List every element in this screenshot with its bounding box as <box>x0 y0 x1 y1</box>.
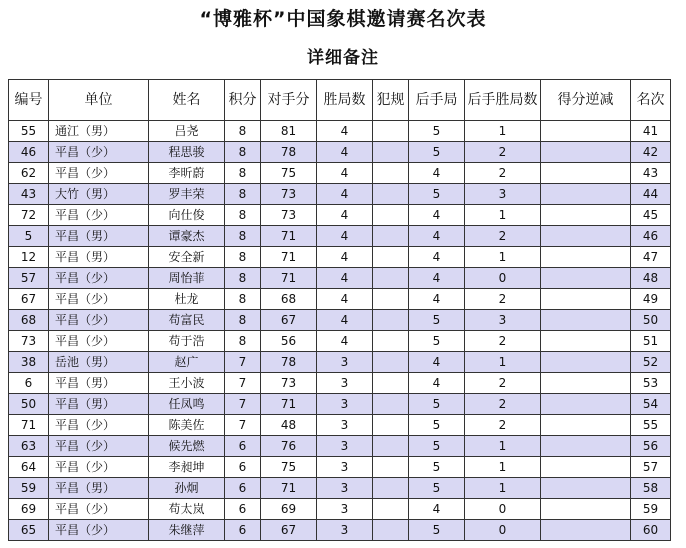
cell-id: 68 <box>9 310 49 331</box>
cell-rank: 42 <box>631 142 671 163</box>
cell-rank: 41 <box>631 121 671 142</box>
cell-fouls <box>373 499 409 520</box>
ranking-table <box>8 79 671 541</box>
cell-second-games: 4 <box>409 163 465 184</box>
table-row <box>9 415 671 436</box>
cell-wins: 3 <box>317 394 373 415</box>
cell-wins: 3 <box>317 499 373 520</box>
cell-id: 69 <box>9 499 49 520</box>
cell-name: 苟于浩 <box>149 331 225 352</box>
table-row <box>9 478 671 499</box>
cell-id: 5 <box>9 226 49 247</box>
cell-second-games: 5 <box>409 331 465 352</box>
col-header-score-reverse: 得分逆减 <box>541 80 631 121</box>
cell-opponent-points: 71 <box>261 268 317 289</box>
cell-wins: 4 <box>317 289 373 310</box>
cell-fouls <box>373 205 409 226</box>
cell-fouls <box>373 394 409 415</box>
cell-unit: 平昌（少） <box>49 520 149 541</box>
page-title: “博雅杯”中国象棋邀请赛名次表 <box>199 8 487 30</box>
cell-second-games: 5 <box>409 310 465 331</box>
cell-second-wins: 0 <box>465 499 541 520</box>
cell-score-reverse <box>541 247 631 268</box>
cell-score-reverse <box>541 499 631 520</box>
cell-wins: 4 <box>317 226 373 247</box>
cell-points: 6 <box>225 520 261 541</box>
cell-second-wins: 2 <box>465 415 541 436</box>
cell-wins: 3 <box>317 436 373 457</box>
cell-rank: 59 <box>631 499 671 520</box>
cell-wins: 3 <box>317 352 373 373</box>
cell-id: 71 <box>9 415 49 436</box>
cell-points: 7 <box>225 373 261 394</box>
cell-points: 8 <box>225 121 261 142</box>
cell-rank: 48 <box>631 268 671 289</box>
cell-second-wins: 1 <box>465 247 541 268</box>
cell-wins: 4 <box>317 310 373 331</box>
cell-fouls <box>373 268 409 289</box>
cell-id: 62 <box>9 163 49 184</box>
table-row <box>9 226 671 247</box>
cell-id: 57 <box>9 268 49 289</box>
cell-second-wins: 1 <box>465 457 541 478</box>
cell-second-wins: 3 <box>465 184 541 205</box>
cell-name: 赵广 <box>149 352 225 373</box>
cell-opponent-points: 67 <box>261 310 317 331</box>
cell-name: 周怡菲 <box>149 268 225 289</box>
cell-id: 73 <box>9 331 49 352</box>
cell-fouls <box>373 352 409 373</box>
cell-points: 8 <box>225 142 261 163</box>
cell-fouls <box>373 331 409 352</box>
cell-second-wins: 2 <box>465 142 541 163</box>
cell-second-games: 4 <box>409 352 465 373</box>
cell-opponent-points: 76 <box>261 436 317 457</box>
cell-opponent-points: 75 <box>261 457 317 478</box>
cell-second-games: 5 <box>409 394 465 415</box>
cell-fouls <box>373 415 409 436</box>
col-header-wins: 胜局数 <box>317 80 373 121</box>
cell-unit: 平昌（男） <box>49 478 149 499</box>
cell-points: 6 <box>225 478 261 499</box>
table-row <box>9 373 671 394</box>
cell-opponent-points: 73 <box>261 184 317 205</box>
cell-rank: 50 <box>631 310 671 331</box>
cell-score-reverse <box>541 352 631 373</box>
table-row <box>9 331 671 352</box>
cell-id: 59 <box>9 478 49 499</box>
cell-unit: 平昌（少） <box>49 436 149 457</box>
cell-wins: 3 <box>317 457 373 478</box>
cell-rank: 49 <box>631 289 671 310</box>
cell-id: 67 <box>9 289 49 310</box>
col-header-second-wins: 后手胜局数 <box>465 80 541 121</box>
cell-fouls <box>373 520 409 541</box>
cell-rank: 45 <box>631 205 671 226</box>
cell-opponent-points: 78 <box>261 352 317 373</box>
cell-score-reverse <box>541 520 631 541</box>
cell-name: 程思骏 <box>149 142 225 163</box>
cell-name: 孙炯 <box>149 478 225 499</box>
cell-rank: 60 <box>631 520 671 541</box>
cell-points: 7 <box>225 352 261 373</box>
cell-unit: 平昌（少） <box>49 289 149 310</box>
cell-unit: 平昌（少） <box>49 415 149 436</box>
cell-points: 8 <box>225 247 261 268</box>
cell-unit: 平昌（男） <box>49 226 149 247</box>
cell-second-wins: 1 <box>465 478 541 499</box>
cell-rank: 58 <box>631 478 671 499</box>
cell-opponent-points: 56 <box>261 331 317 352</box>
cell-second-wins: 0 <box>465 520 541 541</box>
cell-opponent-points: 73 <box>261 373 317 394</box>
cell-score-reverse <box>541 205 631 226</box>
cell-second-wins: 0 <box>465 268 541 289</box>
cell-points: 8 <box>225 289 261 310</box>
cell-score-reverse <box>541 268 631 289</box>
col-header-unit: 单位 <box>49 80 149 121</box>
cell-score-reverse <box>541 310 631 331</box>
cell-unit: 大竹（男） <box>49 184 149 205</box>
cell-id: 72 <box>9 205 49 226</box>
col-header-second-games: 后手局 <box>409 80 465 121</box>
table-row <box>9 436 671 457</box>
cell-second-wins: 1 <box>465 352 541 373</box>
cell-second-games: 4 <box>409 373 465 394</box>
cell-unit: 平昌（男） <box>49 247 149 268</box>
cell-name: 李昶坤 <box>149 457 225 478</box>
table-row <box>9 352 671 373</box>
cell-second-games: 5 <box>409 142 465 163</box>
cell-rank: 53 <box>631 373 671 394</box>
cell-wins: 4 <box>317 247 373 268</box>
cell-unit: 平昌（少） <box>49 331 149 352</box>
cell-id: 6 <box>9 373 49 394</box>
cell-name: 朱继萍 <box>149 520 225 541</box>
cell-points: 8 <box>225 205 261 226</box>
cell-unit: 平昌（少） <box>49 142 149 163</box>
cell-fouls <box>373 121 409 142</box>
cell-opponent-points: 78 <box>261 142 317 163</box>
cell-wins: 4 <box>317 184 373 205</box>
cell-points: 8 <box>225 184 261 205</box>
cell-unit: 平昌（少） <box>49 205 149 226</box>
cell-second-wins: 1 <box>465 205 541 226</box>
cell-opponent-points: 71 <box>261 226 317 247</box>
cell-rank: 51 <box>631 331 671 352</box>
table-row <box>9 163 671 184</box>
col-header-id: 编号 <box>9 80 49 121</box>
cell-opponent-points: 73 <box>261 205 317 226</box>
cell-points: 6 <box>225 457 261 478</box>
cell-rank: 47 <box>631 247 671 268</box>
cell-name: 杜龙 <box>149 289 225 310</box>
cell-fouls <box>373 184 409 205</box>
cell-second-wins: 2 <box>465 226 541 247</box>
cell-id: 55 <box>9 121 49 142</box>
cell-unit: 平昌（男） <box>49 394 149 415</box>
cell-second-games: 4 <box>409 499 465 520</box>
cell-score-reverse <box>541 478 631 499</box>
cell-second-wins: 1 <box>465 436 541 457</box>
cell-second-games: 4 <box>409 268 465 289</box>
cell-points: 8 <box>225 331 261 352</box>
cell-id: 12 <box>9 247 49 268</box>
cell-name: 王小波 <box>149 373 225 394</box>
cell-points: 6 <box>225 436 261 457</box>
col-header-name: 姓名 <box>149 80 225 121</box>
header-row <box>9 80 671 121</box>
cell-score-reverse <box>541 121 631 142</box>
cell-id: 50 <box>9 394 49 415</box>
cell-second-wins: 3 <box>465 310 541 331</box>
cell-opponent-points: 69 <box>261 499 317 520</box>
cell-score-reverse <box>541 436 631 457</box>
cell-rank: 55 <box>631 415 671 436</box>
page-subtitle: 详细备注 <box>307 48 379 68</box>
cell-opponent-points: 81 <box>261 121 317 142</box>
cell-opponent-points: 71 <box>261 478 317 499</box>
cell-id: 43 <box>9 184 49 205</box>
cell-second-wins: 2 <box>465 373 541 394</box>
cell-fouls <box>373 163 409 184</box>
cell-second-games: 4 <box>409 289 465 310</box>
cell-rank: 44 <box>631 184 671 205</box>
cell-name: 苟太岚 <box>149 499 225 520</box>
cell-second-games: 4 <box>409 226 465 247</box>
cell-second-wins: 2 <box>465 163 541 184</box>
cell-score-reverse <box>541 331 631 352</box>
table-row <box>9 142 671 163</box>
cell-opponent-points: 71 <box>261 247 317 268</box>
cell-wins: 4 <box>317 121 373 142</box>
cell-points: 7 <box>225 415 261 436</box>
cell-opponent-points: 75 <box>261 163 317 184</box>
cell-unit: 平昌（少） <box>49 310 149 331</box>
cell-rank: 46 <box>631 226 671 247</box>
cell-wins: 3 <box>317 478 373 499</box>
cell-opponent-points: 48 <box>261 415 317 436</box>
cell-name: 候先燃 <box>149 436 225 457</box>
table-row <box>9 394 671 415</box>
cell-wins: 4 <box>317 268 373 289</box>
cell-rank: 52 <box>631 352 671 373</box>
cell-name: 罗丰荣 <box>149 184 225 205</box>
cell-second-games: 4 <box>409 205 465 226</box>
cell-fouls <box>373 436 409 457</box>
cell-fouls <box>373 289 409 310</box>
cell-unit: 平昌（少） <box>49 457 149 478</box>
cell-rank: 54 <box>631 394 671 415</box>
cell-opponent-points: 71 <box>261 394 317 415</box>
col-header-fouls: 犯规 <box>373 80 409 121</box>
cell-unit: 平昌（少） <box>49 163 149 184</box>
cell-score-reverse <box>541 394 631 415</box>
cell-name: 陈美佐 <box>149 415 225 436</box>
cell-name: 任凤鸣 <box>149 394 225 415</box>
cell-points: 8 <box>225 226 261 247</box>
cell-fouls <box>373 247 409 268</box>
cell-score-reverse <box>541 457 631 478</box>
cell-second-wins: 2 <box>465 289 541 310</box>
cell-score-reverse <box>541 373 631 394</box>
cell-fouls <box>373 142 409 163</box>
table-row <box>9 520 671 541</box>
cell-fouls <box>373 373 409 394</box>
cell-wins: 4 <box>317 331 373 352</box>
cell-id: 63 <box>9 436 49 457</box>
cell-score-reverse <box>541 142 631 163</box>
cell-second-wins: 1 <box>465 121 541 142</box>
cell-name: 李昕蔚 <box>149 163 225 184</box>
cell-wins: 4 <box>317 142 373 163</box>
cell-id: 46 <box>9 142 49 163</box>
cell-second-games: 5 <box>409 415 465 436</box>
table-row <box>9 184 671 205</box>
cell-fouls <box>373 457 409 478</box>
cell-name: 吕尧 <box>149 121 225 142</box>
cell-score-reverse <box>541 163 631 184</box>
cell-wins: 4 <box>317 163 373 184</box>
cell-second-games: 5 <box>409 478 465 499</box>
cell-fouls <box>373 310 409 331</box>
cell-fouls <box>373 226 409 247</box>
cell-rank: 56 <box>631 436 671 457</box>
cell-second-games: 5 <box>409 121 465 142</box>
cell-wins: 4 <box>317 205 373 226</box>
cell-second-games: 4 <box>409 247 465 268</box>
cell-score-reverse <box>541 289 631 310</box>
cell-name: 安全新 <box>149 247 225 268</box>
cell-points: 8 <box>225 268 261 289</box>
cell-unit: 平昌（少） <box>49 268 149 289</box>
cell-score-reverse <box>541 184 631 205</box>
col-header-points: 积分 <box>225 80 261 121</box>
cell-unit: 平昌（少） <box>49 499 149 520</box>
cell-score-reverse <box>541 226 631 247</box>
cell-name: 向仕俊 <box>149 205 225 226</box>
cell-points: 8 <box>225 310 261 331</box>
cell-unit: 平昌（男） <box>49 373 149 394</box>
cell-rank: 43 <box>631 163 671 184</box>
cell-second-games: 5 <box>409 457 465 478</box>
table-body <box>9 121 671 541</box>
cell-fouls <box>373 478 409 499</box>
cell-unit: 通江（男） <box>49 121 149 142</box>
cell-id: 65 <box>9 520 49 541</box>
table-row <box>9 121 671 142</box>
cell-wins: 3 <box>317 373 373 394</box>
cell-second-games: 5 <box>409 184 465 205</box>
col-header-rank: 名次 <box>631 80 671 121</box>
cell-opponent-points: 67 <box>261 520 317 541</box>
cell-score-reverse <box>541 415 631 436</box>
cell-id: 64 <box>9 457 49 478</box>
cell-second-games: 5 <box>409 436 465 457</box>
cell-unit: 岳池（男） <box>49 352 149 373</box>
cell-name: 谭豪杰 <box>149 226 225 247</box>
table-row <box>9 268 671 289</box>
table-row <box>9 205 671 226</box>
table-row <box>9 499 671 520</box>
cell-points: 8 <box>225 163 261 184</box>
cell-wins: 3 <box>317 415 373 436</box>
col-header-opponent-points: 对手分 <box>261 80 317 121</box>
cell-second-games: 5 <box>409 520 465 541</box>
cell-points: 6 <box>225 499 261 520</box>
cell-second-wins: 2 <box>465 331 541 352</box>
table-row <box>9 457 671 478</box>
table-row <box>9 247 671 268</box>
cell-id: 38 <box>9 352 49 373</box>
cell-second-wins: 2 <box>465 394 541 415</box>
table-row <box>9 289 671 310</box>
cell-name: 苟富民 <box>149 310 225 331</box>
cell-wins: 3 <box>317 520 373 541</box>
cell-points: 7 <box>225 394 261 415</box>
cell-rank: 57 <box>631 457 671 478</box>
table-row <box>9 310 671 331</box>
cell-opponent-points: 68 <box>261 289 317 310</box>
